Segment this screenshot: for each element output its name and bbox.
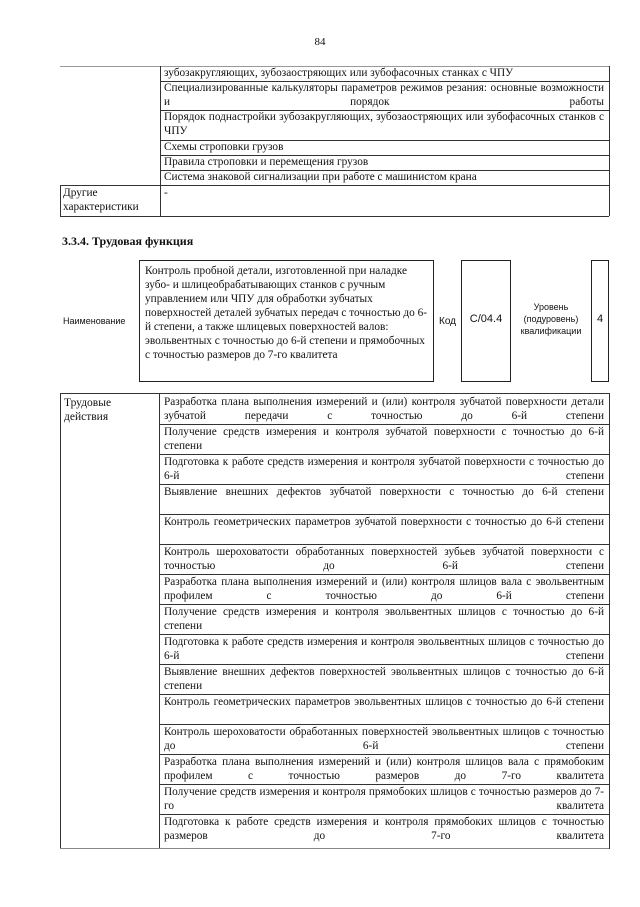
row-divider	[159, 634, 609, 635]
row-divider	[159, 814, 609, 815]
table-border	[60, 393, 61, 849]
row-divider	[159, 544, 609, 545]
row-divider	[159, 424, 609, 425]
row-divider	[159, 574, 609, 575]
section-heading: 3.3.4. Трудовая функция	[62, 234, 194, 248]
table-border	[160, 66, 161, 216]
list-item: Разработка плана выполнения измерений и (или) контроля зубчатой поверхности детали зубчатой передачи с точностью до 6-й степени	[164, 396, 604, 422]
list-item: Выявление внешних дефектов зубчатой поверхности с точностью до 6-й степени	[164, 486, 604, 498]
table-row: зубозакругляющих, зубозаостряющих или зубофасочных станках с ЧПУ	[164, 67, 514, 79]
table-row: Порядок поднастройки зубозакругляющих, зубозаостряющих или зубофасочных станков с ЧПУ	[164, 111, 604, 137]
row-divider	[159, 754, 609, 755]
list-item: Контроль геометрических параметров эвольвентных шлицов с точностью до 6-й степени	[164, 696, 604, 708]
name-label: Наименование	[63, 316, 126, 326]
labor-actions-label: Трудовые действия	[64, 397, 112, 423]
row-divider	[159, 784, 609, 785]
row-divider	[159, 484, 609, 485]
level-value: 4	[596, 313, 604, 325]
row-divider	[159, 664, 609, 665]
table-border	[60, 848, 609, 849]
list-item: Подготовка к работе средств измерения и контроля прямобоких шлицов с точностью размеров до 7-го квалитета	[164, 816, 604, 842]
list-item: Подготовка к работе средств измерения и контроля эвольвентных шлицов с точностью до 6-й степени	[164, 636, 604, 662]
list-item: Подготовка к работе средств измерения и контроля зубчатой поверхности с точностью до 6-й степени	[164, 456, 604, 482]
table-row: Правила строповки и перемещения грузов	[164, 156, 369, 168]
list-item: Получение средств измерения и контроля эвольвентных шлицов с точностью до 6-й степени	[164, 606, 604, 632]
list-item: Разработка плана выполнения измерений и (или) контроля шлицов вала с прямобоким профилем с точностью размеров до 7-го квалитета	[164, 756, 604, 782]
row-divider	[159, 724, 609, 725]
page-number: 84	[314, 36, 326, 48]
table-border	[60, 216, 609, 217]
table-border	[60, 185, 609, 186]
table-row: Схемы строповки грузов	[164, 141, 284, 153]
table-border	[159, 393, 160, 849]
list-item: Контроль шероховатости обработанных поверхностей эвольвентных шлицов с точностью до 6-й степени	[164, 726, 604, 752]
list-item: Контроль геометрических параметров зубчатой поверхности с точностью до 6-й степени	[164, 516, 604, 528]
code-value: C/04.4	[469, 313, 503, 325]
list-item: Получение средств измерения и контроля прямобоких шлицов с точностью размеров до 7-го квалитета	[164, 786, 604, 812]
list-item: Разработка плана выполнения измерений и (или) контроля шлицов вала с эвольвентным профилем с точностью до 6-й степени	[164, 576, 604, 602]
code-label: Код	[439, 316, 457, 327]
code-box	[461, 260, 511, 382]
level-box	[591, 260, 609, 382]
table-border	[60, 186, 61, 216]
table-border	[609, 393, 610, 849]
row-divider	[159, 604, 609, 605]
list-item: Выявление внешних дефектов поверхностей эвольвентных шлицов с точностью до 6-й степени	[164, 666, 604, 692]
level-label: Уровень (подуровень) квалификации	[520, 302, 582, 336]
table-border	[609, 66, 610, 216]
table-row: Специализированные калькуляторы параметров режимов резания: основные возможности и порядок работы	[164, 82, 604, 108]
list-item: Получение средств измерения и контроля зубчатой поверхности с точностью до 6-й степени	[164, 426, 604, 452]
name-box	[139, 260, 434, 382]
function-name: Контроль пробной детали, изготовленной при наладке зубо- и шлицеобрабатывающих станков с ручным управлением или ЧПУ для обработки зубчатых поверхностей деталей зубчатых передач с точностью до 6-й степени, а также шлицевых поверхностей валов: эвольвентных с точностью до 6-й степени и прямобочных с точностью размеров до 7-го квалитета	[145, 265, 428, 361]
row-divider	[159, 694, 609, 695]
other-characteristics-value: -	[164, 187, 168, 199]
table-row: Система знаковой сигнализации при работе с машинистом крана	[164, 171, 477, 183]
table-border	[60, 393, 609, 394]
other-characteristics-label: Другие характеристики	[63, 187, 139, 213]
list-item: Контроль шероховатости обработанных поверхностей зубьев зубчатой поверхности с точностью до 6-й степени	[164, 546, 604, 572]
row-divider	[159, 454, 609, 455]
row-divider	[159, 514, 609, 515]
